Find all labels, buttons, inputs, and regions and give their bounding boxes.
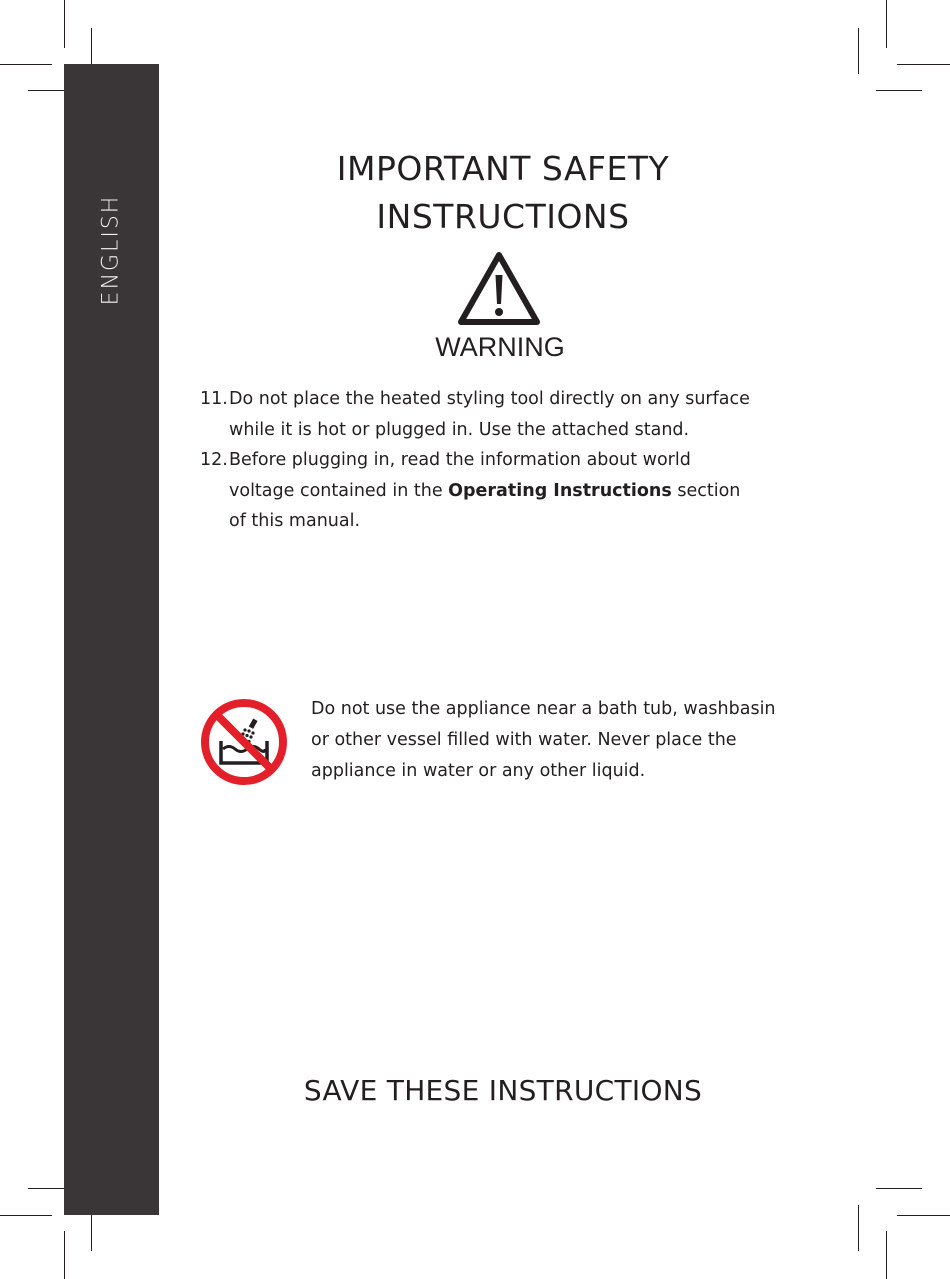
crop-mark — [897, 1215, 950, 1216]
crop-mark — [0, 1215, 52, 1216]
crop-mark — [886, 0, 887, 48]
list-item — [200, 445, 820, 537]
item-text: of this manual. — [229, 511, 361, 531]
instruction-list — [200, 384, 820, 537]
item-number: 12. — [200, 450, 228, 470]
water-notice-line: appliance in water or any other liquid. — [311, 761, 646, 781]
crop-mark — [897, 64, 950, 65]
save-instructions-heading: SAVE THESE INSTRUCTIONS — [303, 1074, 703, 1107]
language-label: ENGLISH — [98, 194, 124, 306]
item-text: while it is hot or plugged in. Use the attached stand. — [229, 419, 690, 440]
no-water-use-icon — [199, 697, 289, 787]
crop-mark — [886, 1231, 887, 1279]
item-text: Do not place the heated styling tool directly on any surface — [229, 389, 750, 409]
item-number: 11. — [200, 389, 228, 409]
crop-mark — [876, 90, 922, 91]
water-notice-line: Do not use the appliance near a bath tub, washbasin — [311, 699, 776, 719]
title-line: IMPORTANT SAFETY — [336, 149, 670, 188]
list-item — [200, 384, 820, 445]
item-text-part: voltage contained in the — [229, 480, 449, 501]
item-text-part: section — [671, 480, 741, 501]
crop-mark — [858, 1205, 859, 1251]
crop-mark — [64, 1231, 65, 1279]
item-text — [229, 476, 820, 507]
water-notice — [311, 694, 821, 787]
item-text: Before plugging in, read the information about world — [229, 450, 691, 470]
water-notice-line: or other vessel filled with water. Never place the — [311, 730, 737, 750]
crop-mark — [64, 0, 65, 48]
warning-triangle-icon — [456, 250, 542, 328]
warning-label: WARNING — [435, 332, 565, 362]
operating-instructions-reference: Operating Instructions — [448, 480, 672, 501]
crop-mark — [858, 28, 859, 74]
title-line: INSTRUCTIONS — [376, 197, 630, 236]
crop-mark — [876, 1188, 922, 1189]
page-title — [200, 145, 806, 241]
crop-mark — [0, 64, 52, 65]
